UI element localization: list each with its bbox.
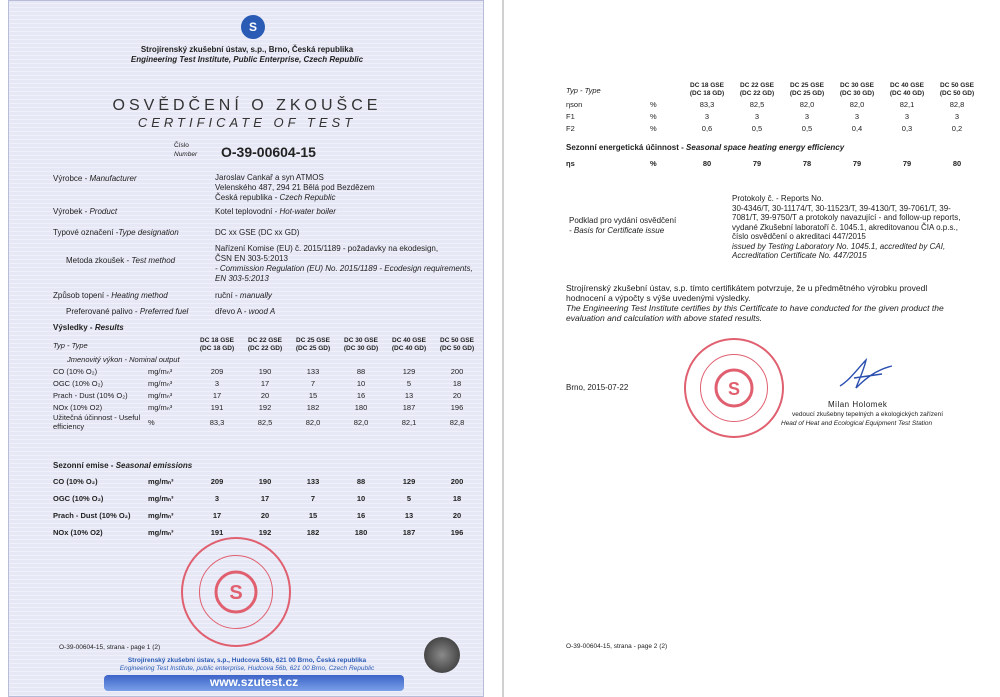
row-unit: mg/mₙ³	[148, 366, 173, 376]
website-link[interactable]: www.szutest.cz	[209, 675, 299, 689]
results-table	[53, 337, 481, 431]
nominal-output-row	[53, 353, 481, 365]
certificate-page-2	[502, 0, 1000, 697]
cell: 133	[306, 477, 320, 486]
cell: 0,3	[901, 123, 913, 133]
table-row	[564, 122, 982, 134]
model-header: DC 22 GSE (DC 22 GD)	[247, 337, 283, 352]
cell: 182	[306, 402, 320, 412]
seasonal-emissions-heading: Sezonní emise - Seasonal emissions	[53, 461, 193, 470]
certificate-page-1	[8, 0, 484, 697]
cell: 3	[214, 494, 220, 503]
cell: 82,0	[849, 99, 865, 109]
cell: 0,5	[801, 123, 813, 133]
cell: 79	[902, 158, 912, 168]
cell: 7	[310, 494, 316, 503]
table-row	[53, 377, 481, 389]
table-row	[564, 157, 982, 169]
results-heading: Výsledky - Results	[53, 323, 124, 332]
seasonal-efficiency-table	[564, 157, 982, 169]
svg-text:S: S	[248, 20, 258, 34]
cell: 10	[356, 494, 366, 503]
official-seal-icon	[181, 537, 291, 647]
cell: 3	[214, 378, 220, 388]
row-label: NOx (10% O2)	[53, 528, 103, 537]
cell: 78	[802, 158, 812, 168]
row-label: F2	[566, 123, 575, 133]
cell: 3	[854, 111, 860, 121]
svg-text:S: S	[727, 379, 741, 399]
seasonal-efficiency-heading: Sezonní energetická účinnost - Seasonal space heating energy efficiency	[566, 143, 845, 152]
signature-icon	[836, 356, 896, 392]
cell: 82,5	[749, 99, 765, 109]
cell: 187	[402, 402, 416, 412]
page-footer: O-39-00604-15, strana - page 2 (2)	[566, 643, 668, 650]
product-label: Výrobek - Product	[53, 207, 118, 216]
nominal-output-label: Jmenovitý výkon - Nominal output	[67, 354, 180, 364]
cell: 3	[704, 111, 710, 121]
model-header: DC 18 GSE (DC 18 GD)	[689, 82, 725, 97]
cell: 82,1	[899, 99, 915, 109]
row-label: CO (10% O₂)	[53, 477, 98, 486]
cell: 79	[852, 158, 862, 168]
model-header: DC 30 GSE (DC 30 GD)	[343, 337, 379, 352]
row-unit: mg/mₙ³	[148, 494, 174, 503]
szu-logo-icon	[241, 15, 265, 39]
cell: 80	[952, 158, 962, 168]
model-header: DC 18 GSE (DC 18 GD)	[199, 337, 235, 352]
cell: 83,3	[699, 99, 715, 109]
cell: 180	[354, 402, 368, 412]
institute-name-en: Engineering Test Institute, Public Enterprise, Czech Republic	[130, 55, 364, 64]
cell: 209	[210, 366, 224, 376]
cell: 200	[450, 366, 464, 376]
efficiency-table	[564, 82, 982, 134]
preferred-fuel-label: Preferované palivo - Preferred fuel	[66, 307, 189, 316]
cell: 80	[702, 158, 712, 168]
place-date: Brno, 2015-07-22	[566, 383, 629, 392]
row-unit: %	[650, 99, 657, 109]
signer-title-cz: vedoucí zkušebny tepelných a ekologických zařízení	[792, 411, 944, 418]
cell: 20	[260, 511, 270, 520]
row-label: ηs	[566, 158, 575, 168]
basis-reports: Protokoly č. - Reports No. 30-4346/T, 30-11174/T, 30-11523/T, 39-4130/T, 39-7061/T, 39- 7081/T, 39-9750/T a protokoly navazující - and follow-up reports, vydané Zkušební laboratoří č. 1045.1, akreditovanou ČIA o.p.s., číslo osvědčení o akreditaci 447/2015 issued by Testing Laboratory No. 1045.1, accredited by CAI, Accreditation Certificate No. 447/2015	[732, 194, 961, 260]
website-banner	[104, 675, 404, 691]
cell: 20	[452, 511, 462, 520]
row-label: Prach - Dust (10% O₂)	[53, 390, 128, 400]
table-row	[53, 401, 481, 413]
cell: 191	[210, 402, 224, 412]
cell: 5	[406, 378, 412, 388]
cell: 190	[258, 477, 272, 486]
seasonal-emissions-table	[53, 473, 481, 541]
cell: 10	[356, 378, 366, 388]
model-header: DC 30 GSE (DC 30 GD)	[839, 82, 875, 97]
cell: 191	[210, 528, 224, 537]
footer-address-en: Engineering Test Institute, public enterprise, Hudcova 56b, 621 00 Brno, Czech Republic	[119, 665, 375, 672]
cell: 0,6	[701, 123, 713, 133]
certificate-number: O-39-00604-15	[221, 144, 316, 160]
heating-method-label: Způsob topení - Heating method	[53, 291, 168, 300]
cell: 0,5	[751, 123, 763, 133]
model-header: DC 25 GSE (DC 25 GD)	[789, 82, 825, 97]
institute-name-cz: Strojírenský zkušební ústav, s.p., Brno, Česká republika	[140, 45, 354, 54]
type-designation-value: DC xx GSE (DC xx GD)	[215, 228, 300, 237]
cell: 182	[306, 528, 320, 537]
product-value: Kotel teplovodní - Hot-water boiler	[215, 207, 336, 216]
cell: 0,2	[951, 123, 963, 133]
cell: 88	[356, 477, 366, 486]
cell: 82,8	[449, 417, 465, 427]
row-unit: %	[148, 417, 155, 427]
model-header: DC 50 GSE (DC 50 GD)	[439, 337, 475, 352]
row-unit: %	[650, 158, 657, 168]
number-label-cz: Číslo	[174, 142, 189, 149]
cell: 15	[308, 390, 318, 400]
cell: 187	[402, 528, 416, 537]
cell: 17	[260, 494, 270, 503]
heating-method-value: ruční - manually	[215, 291, 272, 300]
cell: 7	[310, 378, 316, 388]
cell: 16	[356, 390, 366, 400]
confirmation-text: Strojírenský zkušební ústav, s.p. tímto certifikátem potvrzuje, že u předmětného výrobku provedl hodnocení a výpočty s výše uvedenými výsledky. The Engineering Test Institute certifies by this Certificate to have conducted for the given product the evaluation and calculation with above stated results.	[566, 283, 944, 323]
row-unit: mg/mₙ³	[148, 402, 173, 412]
cell: 15	[308, 511, 318, 520]
table-row	[564, 98, 982, 110]
table-row	[53, 490, 481, 507]
cell: 18	[452, 378, 462, 388]
row-unit: mg/mₙ³	[148, 378, 173, 388]
cell: 196	[450, 528, 464, 537]
table-header-row	[564, 82, 982, 98]
cell: 79	[752, 158, 762, 168]
basis-label-cz: Podklad pro vydání osvědčení	[569, 216, 677, 225]
row-label: OGC (10% O₂)	[53, 378, 104, 388]
footer-address-cz: Strojírenský zkušební ústav, s.p., Hudcova 56b, 621 00 Brno, Česká republika	[127, 657, 367, 664]
row-label: NOx (10% O2)	[53, 402, 103, 412]
model-header: DC 50 GSE (DC 50 GD)	[939, 82, 975, 97]
cell: 200	[450, 477, 464, 486]
cell: 180	[354, 528, 368, 537]
cell: 17	[212, 511, 222, 520]
row-label: ηson	[566, 99, 583, 109]
cell: 133	[306, 366, 320, 376]
cell: 3	[804, 111, 810, 121]
table-row	[53, 389, 481, 401]
cell: 82,1	[401, 417, 417, 427]
svg-text:S: S	[229, 582, 243, 604]
preferred-fuel-value: dřevo A - wood A	[215, 307, 276, 316]
type-designation-label: Typové označení -Type designation	[53, 228, 179, 237]
cell: 82,0	[799, 99, 815, 109]
title-en: CERTIFICATE OF TEST	[137, 115, 357, 130]
cell: 13	[404, 511, 414, 520]
cell: 3	[754, 111, 760, 121]
cell: 82,5	[257, 417, 273, 427]
cell: 5	[406, 494, 412, 503]
cell: 17	[212, 390, 222, 400]
row-label: Užitečná účinnost - Useful efficiency	[53, 413, 141, 431]
row-label: F1	[566, 111, 575, 121]
cell: 82,0	[305, 417, 321, 427]
manufacturer-label: Výrobce - Manufacturer	[53, 174, 137, 183]
cell: 192	[258, 528, 272, 537]
cell: 20	[260, 390, 270, 400]
cell: 192	[258, 402, 272, 412]
cell: 13	[404, 390, 414, 400]
type-row-label: Typ - Type	[53, 340, 88, 350]
row-unit: mg/mₙ³	[148, 477, 174, 486]
cell: 16	[356, 511, 366, 520]
cell: 20	[452, 390, 462, 400]
signer-title-en: Head of Heat and Ecological Equipment Test Station	[781, 420, 933, 427]
type-row-label: Typ - Type	[566, 85, 601, 95]
cell: 88	[356, 366, 366, 376]
cell: 3	[904, 111, 910, 121]
table-row	[53, 365, 481, 377]
row-label: OGC (10% O₂)	[53, 494, 104, 503]
row-unit: mg/mₙ³	[148, 528, 174, 537]
row-label: Prach - Dust (10% O₂)	[53, 511, 131, 520]
results-header-row	[53, 337, 481, 353]
model-header: DC 25 GSE (DC 25 GD)	[295, 337, 331, 352]
row-unit: %	[650, 123, 657, 133]
table-row	[564, 110, 982, 122]
cell: 82,0	[353, 417, 369, 427]
official-seal-icon	[684, 338, 784, 438]
manufacturer-value: Jaroslav Cankař a syn ATMOS Velenského 487, 294 21 Bělá pod Bezdězem Česká republika - Czech Republic	[215, 173, 375, 202]
cell: 190	[258, 366, 272, 376]
row-unit: mg/mₙ³	[148, 390, 173, 400]
basis-label-en: - Basis for Certificate issue	[569, 226, 665, 235]
page-footer: O-39-00604-15, strana - page 1 (2)	[59, 644, 161, 651]
test-method-label: Metoda zkoušek - Test method	[66, 256, 176, 265]
table-row	[53, 507, 481, 524]
cell: 3	[954, 111, 960, 121]
cell: 82,8	[949, 99, 965, 109]
table-row	[53, 473, 481, 490]
cell: 209	[210, 477, 224, 486]
row-label: CO (10% O₂)	[53, 366, 98, 376]
test-method-value: Nařízení Komise (EU) č. 2015/1189 - požadavky na ekodesign, ČSN EN 303-5:2013 - Commission Regulation (EU) No. 2015/1189 - Ecodesign requirements, EN 303-5:2013	[215, 244, 473, 283]
cell: 17	[260, 378, 270, 388]
cell: 196	[450, 402, 464, 412]
model-header: DC 40 GSE (DC 40 GD)	[391, 337, 427, 352]
cell: 83,3	[209, 417, 225, 427]
row-unit: %	[650, 111, 657, 121]
cell: 129	[402, 477, 416, 486]
cell: 129	[402, 366, 416, 376]
hologram-icon	[424, 637, 460, 673]
row-unit: mg/mₙ³	[148, 511, 174, 520]
model-header: DC 40 GSE (DC 40 GD)	[889, 82, 925, 97]
cell: 0,4	[851, 123, 863, 133]
signer-name: Milan Holomek	[828, 400, 888, 409]
title-cz: OSVĚDČENÍ O ZKOUŠCE	[112, 97, 382, 114]
number-label-en: Number	[174, 151, 198, 158]
cell: 18	[452, 494, 462, 503]
model-header: DC 22 GSE (DC 22 GD)	[739, 82, 775, 97]
table-row	[53, 413, 481, 431]
